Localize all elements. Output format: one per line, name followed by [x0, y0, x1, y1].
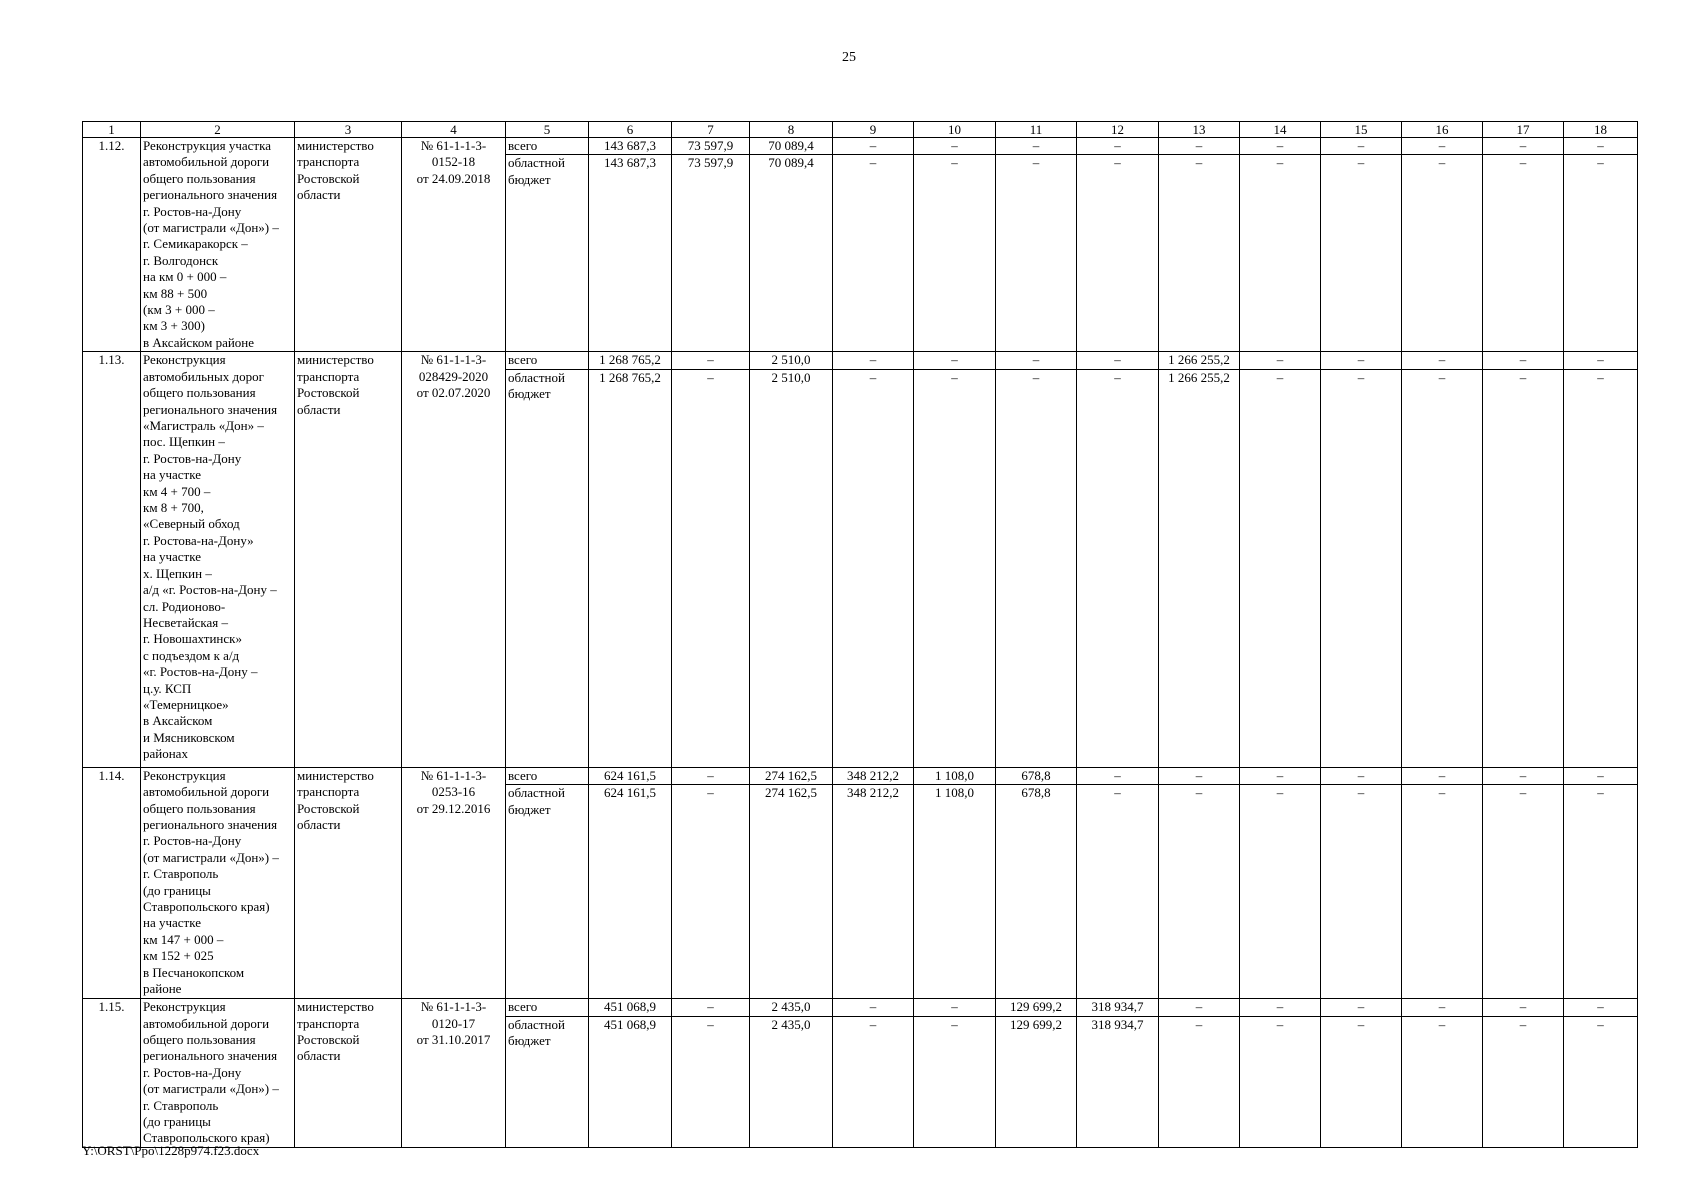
amount-cell: –: [1321, 999, 1402, 1017]
amount-cell: –: [1240, 155, 1321, 352]
amount-cell: –: [1159, 785, 1240, 999]
amount-cell: 70 089,4: [750, 138, 833, 155]
approval-document: № 61-1-1-3- 028429-2020 от 02.07.2020: [402, 352, 506, 767]
amount-cell: 129 699,2: [996, 1017, 1077, 1148]
column-number-header: 16: [1402, 122, 1483, 138]
amount-cell: –: [833, 155, 914, 352]
amount-cell: –: [1402, 352, 1483, 369]
amount-cell: –: [1159, 767, 1240, 784]
table-row: [83, 352, 1638, 369]
amount-cell: –: [1077, 767, 1159, 784]
amount-cell: 318 934,7: [1077, 1017, 1159, 1148]
approval-document: № 61-1-1-3- 0152-18 от 24.09.2018: [402, 138, 506, 352]
funding-source-label: всего: [506, 767, 589, 784]
file-path-footer: Y:\ORST\Ppo\1228p974.f23.docx: [82, 1143, 260, 1158]
amount-cell: –: [1321, 352, 1402, 369]
responsible-org: министерство транспорта Ростовской области: [295, 999, 402, 1148]
amount-cell: –: [1077, 138, 1159, 155]
column-number-header: 17: [1483, 122, 1564, 138]
amount-cell: –: [1321, 369, 1402, 767]
amount-cell: 348 212,2: [833, 785, 914, 999]
amount-cell: 129 699,2: [996, 999, 1077, 1017]
amount-cell: 1 266 255,2: [1159, 369, 1240, 767]
amount-cell: –: [1077, 369, 1159, 767]
amount-cell: –: [914, 155, 996, 352]
column-number-header: 8: [750, 122, 833, 138]
object-name: Реконструкция автомобильных дорог общего пользования регионального значения «Магистраль «Дон» – пос. Щепкин – г. Ростов-на-Дону на участке км 4 + 700 – км 8 + 700, «Северный обход г. Ростова-на-Дону» на участке х. Щепкин – а/д «г. Ростов-на-Дону – сл. Родионово- Несветайская – г. Новошахтинск» с подъездом к а/д «г. Ростов-на-Дону – ц.у. КСП «Темерницкое» в Аксайском и Мясниковском районах: [141, 352, 295, 767]
column-number-header: 15: [1321, 122, 1402, 138]
amount-cell: 348 212,2: [833, 767, 914, 784]
amount-cell: 2 510,0: [750, 352, 833, 369]
amount-cell: 274 162,5: [750, 785, 833, 999]
funding-source-label: всего: [506, 352, 589, 369]
amount-cell: –: [1483, 352, 1564, 369]
column-number-header-row: [83, 122, 1638, 138]
amount-cell: –: [1077, 155, 1159, 352]
amount-cell: 73 597,9: [672, 155, 750, 352]
amount-cell: 624 161,5: [589, 785, 672, 999]
amount-cell: –: [914, 352, 996, 369]
amount-cell: –: [672, 767, 750, 784]
amount-cell: –: [833, 999, 914, 1017]
amount-cell: –: [1483, 785, 1564, 999]
amount-cell: –: [996, 352, 1077, 369]
amount-cell: –: [833, 1017, 914, 1148]
amount-cell: 1 108,0: [914, 767, 996, 784]
amount-cell: 2 435,0: [750, 999, 833, 1017]
amount-cell: –: [1483, 138, 1564, 155]
amount-cell: –: [1240, 767, 1321, 784]
amount-cell: –: [1402, 155, 1483, 352]
amount-cell: 1 268 765,2: [589, 369, 672, 767]
amount-cell: –: [672, 352, 750, 369]
amount-cell: 451 068,9: [589, 1017, 672, 1148]
amount-cell: –: [1564, 369, 1638, 767]
responsible-org: министерство транспорта Ростовской области: [295, 138, 402, 352]
amount-cell: –: [914, 1017, 996, 1148]
amount-cell: 143 687,3: [589, 155, 672, 352]
approval-document: № 61-1-1-3- 0253-16 от 29.12.2016: [402, 767, 506, 998]
column-number-header: 6: [589, 122, 672, 138]
amount-cell: –: [914, 999, 996, 1017]
object-name: Реконструкция участка автомобильной дороги общего пользования регионального значения г. Ростов-на-Дону (от магистрали «Дон») – г. Семикаракорск – г. Волгодонск на км 0 + 000 – км 88 + 500 (км 3 + 000 – км 3 + 300) в Аксайском районе: [141, 138, 295, 352]
amount-cell: 274 162,5: [750, 767, 833, 784]
amount-cell: –: [1402, 767, 1483, 784]
amount-cell: 678,8: [996, 767, 1077, 784]
amount-cell: –: [1483, 369, 1564, 767]
table-row: [83, 767, 1638, 784]
amount-cell: 70 089,4: [750, 155, 833, 352]
amount-cell: –: [672, 785, 750, 999]
amount-cell: –: [1564, 138, 1638, 155]
amount-cell: –: [1483, 767, 1564, 784]
funding-source-label: областной бюджет: [506, 785, 589, 999]
amount-cell: –: [1240, 999, 1321, 1017]
amount-cell: –: [833, 369, 914, 767]
amount-cell: –: [1564, 352, 1638, 369]
row-number: 1.14.: [83, 767, 141, 998]
amount-cell: –: [1321, 1017, 1402, 1148]
amount-cell: –: [1402, 999, 1483, 1017]
funding-source-label: всего: [506, 999, 589, 1017]
column-number-header: 10: [914, 122, 996, 138]
amount-cell: 318 934,7: [1077, 999, 1159, 1017]
amount-cell: –: [1564, 999, 1638, 1017]
column-number-header: 4: [402, 122, 506, 138]
table-row: [83, 999, 1638, 1017]
amount-cell: –: [1077, 352, 1159, 369]
amount-cell: –: [1483, 1017, 1564, 1148]
row-number: 1.12.: [83, 138, 141, 352]
object-name: Реконструкция автомобильной дороги общего пользования регионального значения г. Ростов-на-Дону (от магистрали «Дон») – г. Ставрополь (до границы Ставропольского края): [141, 999, 295, 1148]
amount-cell: –: [1402, 138, 1483, 155]
amount-cell: –: [1321, 785, 1402, 999]
funding-source-label: областной бюджет: [506, 155, 589, 352]
amount-cell: 1 268 765,2: [589, 352, 672, 369]
page-number: 25: [842, 50, 856, 65]
column-number-header: 5: [506, 122, 589, 138]
amount-cell: –: [1159, 155, 1240, 352]
row-number: 1.13.: [83, 352, 141, 767]
amount-cell: –: [914, 138, 996, 155]
amount-cell: –: [1564, 155, 1638, 352]
amount-cell: –: [914, 369, 996, 767]
amount-cell: –: [996, 138, 1077, 155]
amount-cell: –: [1159, 1017, 1240, 1148]
amount-cell: 678,8: [996, 785, 1077, 999]
amount-cell: –: [1240, 352, 1321, 369]
amount-cell: –: [1402, 1017, 1483, 1148]
column-number-header: 11: [996, 122, 1077, 138]
amount-cell: –: [1321, 767, 1402, 784]
amount-cell: 2 435,0: [750, 1017, 833, 1148]
amount-cell: 1 108,0: [914, 785, 996, 999]
column-number-header: 12: [1077, 122, 1159, 138]
column-number-header: 13: [1159, 122, 1240, 138]
amount-cell: –: [1077, 785, 1159, 999]
row-number: 1.15.: [83, 999, 141, 1148]
amount-cell: 451 068,9: [589, 999, 672, 1017]
amount-cell: –: [1321, 155, 1402, 352]
program-table: [82, 121, 1638, 1148]
amount-cell: –: [833, 138, 914, 155]
amount-cell: –: [672, 369, 750, 767]
amount-cell: 73 597,9: [672, 138, 750, 155]
amount-cell: –: [996, 369, 1077, 767]
column-number-header: 9: [833, 122, 914, 138]
amount-cell: –: [1402, 785, 1483, 999]
amount-cell: –: [1240, 1017, 1321, 1148]
amount-cell: –: [996, 155, 1077, 352]
amount-cell: –: [1321, 138, 1402, 155]
table-row: [83, 138, 1638, 155]
column-number-header: 14: [1240, 122, 1321, 138]
amount-cell: –: [1564, 785, 1638, 999]
amount-cell: –: [1483, 999, 1564, 1017]
amount-cell: –: [1483, 155, 1564, 352]
amount-cell: –: [1159, 138, 1240, 155]
amount-cell: –: [833, 352, 914, 369]
column-number-header: 3: [295, 122, 402, 138]
amount-cell: –: [1240, 369, 1321, 767]
responsible-org: министерство транспорта Ростовской области: [295, 767, 402, 998]
amount-cell: 2 510,0: [750, 369, 833, 767]
column-number-header: 2: [141, 122, 295, 138]
approval-document: № 61-1-1-3- 0120-17 от 31.10.2017: [402, 999, 506, 1148]
amount-cell: 624 161,5: [589, 767, 672, 784]
amount-cell: –: [672, 999, 750, 1017]
funding-source-label: всего: [506, 138, 589, 155]
amount-cell: –: [672, 1017, 750, 1148]
amount-cell: –: [1564, 767, 1638, 784]
column-number-header: 7: [672, 122, 750, 138]
amount-cell: –: [1240, 138, 1321, 155]
amount-cell: 1 266 255,2: [1159, 352, 1240, 369]
funding-source-label: областной бюджет: [506, 369, 589, 767]
column-number-header: 18: [1564, 122, 1638, 138]
funding-source-label: областной бюджет: [506, 1017, 589, 1148]
amount-cell: 143 687,3: [589, 138, 672, 155]
responsible-org: министерство транспорта Ростовской области: [295, 352, 402, 767]
amount-cell: –: [1564, 1017, 1638, 1148]
amount-cell: –: [1240, 785, 1321, 999]
column-number-header: 1: [83, 122, 141, 138]
amount-cell: –: [1402, 369, 1483, 767]
object-name: Реконструкция автомобильной дороги общего пользования регионального значения г. Ростов-на-Дону (от магистрали «Дон») – г. Ставрополь (до границы Ставропольского края) на участке км 147 + 000 – км 152 + 025 в Песчанокопском районе: [141, 767, 295, 998]
amount-cell: –: [1159, 999, 1240, 1017]
